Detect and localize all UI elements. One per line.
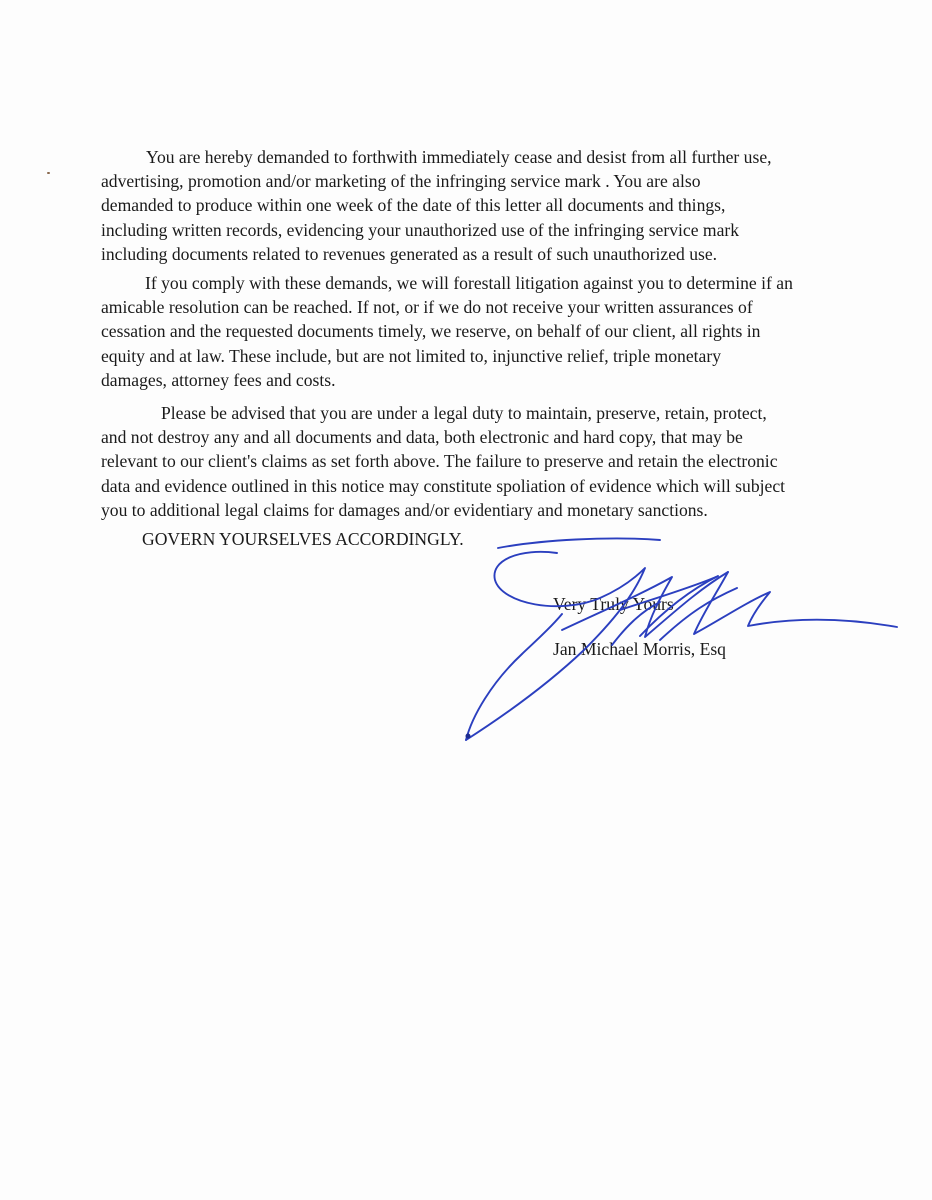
paragraph-line: including written records, evidencing your unauthorized use of the infringing service mark xyxy=(101,219,740,240)
paragraph-line: If you comply with these demands, we will forestall litigation against you to determine if an xyxy=(145,273,793,293)
valediction: Very Truly Yours xyxy=(553,594,674,614)
closing-directive: GOVERN YOURSELVES ACCORDINGLY. xyxy=(142,529,464,549)
scan-speck xyxy=(47,172,50,174)
paragraph-line: data and evidence outlined in this notice may constitute spoliation of evidence which will subject xyxy=(101,475,786,496)
signer-name: Jan Michael Morris, Esq xyxy=(553,639,726,659)
paragraph-line: Please be advised that you are under a legal duty to maintain, preserve, retain, protect, xyxy=(161,403,767,423)
paragraph-line: and not destroy any and all documents and data, both electronic and hard copy, that may be xyxy=(101,427,743,448)
paragraph-line: amicable resolution can be reached. If not, or if we do not receive your written assurances of xyxy=(101,297,753,318)
paragraph-line: advertising, promotion and/or marketing of the infringing service mark . You are also xyxy=(101,171,701,192)
paragraph-line: demanded to produce within one week of the date of this letter all documents and things, xyxy=(101,195,726,216)
paragraph-line: including documents related to revenues generated as a result of such unauthorized use. xyxy=(101,243,718,264)
paragraph-cease-and-desist xyxy=(101,145,841,266)
paragraph-line: cessation and the requested documents timely, we reserve, on behalf of our client, all rights in xyxy=(101,321,761,342)
paragraph-line: equity and at law. These include, but are not limited to, injunctive relief, triple monetary xyxy=(101,345,721,366)
paragraph-line: damages, attorney fees and costs. xyxy=(101,369,336,390)
paragraph-line: you to additional legal claims for damages and/or evidentiary and monetary sanctions. xyxy=(101,499,708,520)
paragraph-preservation-notice xyxy=(101,401,841,522)
paragraph-compliance xyxy=(101,271,841,392)
paragraph-line: relevant to our client's claims as set forth above. The failure to preserve and retain the electronic xyxy=(101,451,778,472)
paragraph-line: You are hereby demanded to forthwith immediately cease and desist from all further use, xyxy=(146,147,772,167)
